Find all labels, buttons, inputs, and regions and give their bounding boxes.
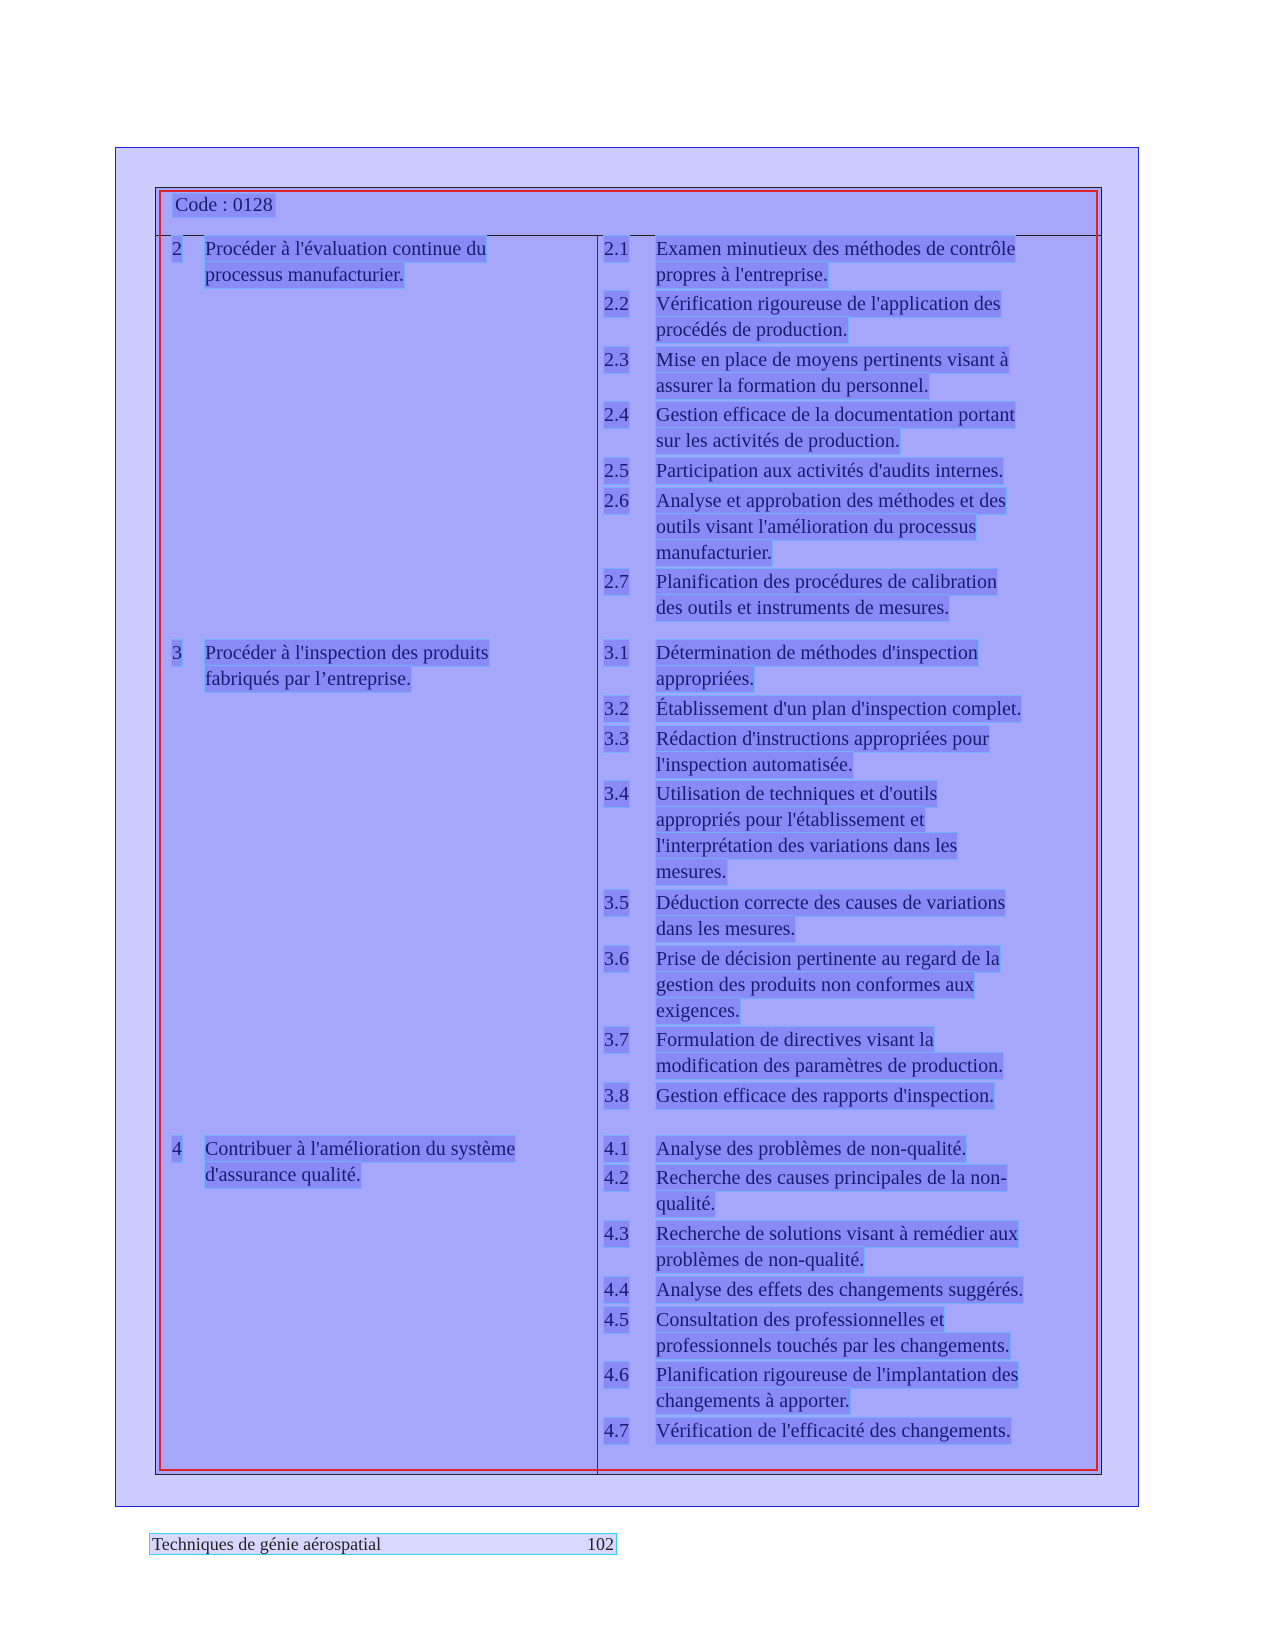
criterion-number: 3.1 (604, 642, 629, 664)
criterion-text-line: Prise de décision pertinente au regard de la (656, 948, 1000, 970)
criterion-number: 3.7 (604, 1029, 629, 1051)
criterion-number: 4.6 (604, 1364, 629, 1386)
criterion-text-line: Analyse et approbation des méthodes et des (656, 490, 1006, 512)
criterion-text-line: sur les activités de production. (656, 430, 900, 452)
element-number: 3 (172, 642, 182, 664)
criterion-text-line: Analyse des effets des changements suggérés. (656, 1279, 1024, 1301)
criterion-text-line: Examen minutieux des méthodes de contrôle (656, 238, 1016, 260)
criterion-text-line: Utilisation de techniques et d'outils (656, 783, 938, 805)
criterion-text-line: gestion des produits non conformes aux (656, 974, 975, 996)
criterion-text-line: mesures. (656, 861, 727, 883)
criterion-text-line: qualité. (656, 1193, 716, 1215)
criterion-number: 3.2 (604, 698, 629, 720)
criterion-text-line: Vérification de l'efficacité des changements. (656, 1420, 1011, 1442)
criterion-text-line: des outils et instruments de mesures. (656, 597, 950, 619)
element-text-line: processus manufacturier. (205, 264, 404, 286)
element-text-line: d'assurance qualité. (205, 1164, 361, 1186)
criterion-text-line: appropriées. (656, 668, 755, 690)
criterion-number: 2.4 (604, 404, 629, 426)
footer-program: Techniques de génie aérospatial (152, 1534, 382, 1554)
criterion-text-line: Formulation de directives visant la (656, 1029, 934, 1051)
criterion-number: 2.1 (604, 238, 629, 260)
element-number: 2 (172, 238, 182, 260)
criterion-text-line: l'inspection automatisée. (656, 754, 853, 776)
criterion-text-line: procédés de production. (656, 319, 848, 341)
criterion-text-line: Participation aux activités d'audits internes. (656, 460, 1004, 482)
column-divider (597, 236, 598, 1474)
element-text-line: Procéder à l'évaluation continue du (205, 238, 487, 260)
criterion-text-line: Vérification rigoureuse de l'application des (656, 293, 1001, 315)
criterion-text-line: exigences. (656, 1000, 740, 1022)
code-label: Code : 0128 (175, 194, 273, 216)
criterion-text-line: outils visant l'amélioration du processus (656, 516, 977, 538)
criterion-text-line: Recherche des causes principales de la non- (656, 1167, 1007, 1189)
criterion-text-line: Gestion efficace de la documentation portant (656, 404, 1015, 426)
criterion-text-line: Détermination de méthodes d'inspection (656, 642, 978, 664)
criterion-number: 2.3 (604, 349, 629, 371)
criterion-text-line: Analyse des problèmes de non-qualité. (656, 1138, 967, 1160)
criterion-number: 2.7 (604, 571, 629, 593)
page-footer (150, 1534, 616, 1554)
criterion-number: 4.1 (604, 1138, 629, 1160)
criterion-text-line: Établissement d'un plan d'inspection complet. (656, 698, 1022, 720)
criterion-number: 3.4 (604, 783, 629, 805)
criterion-number: 3.3 (604, 728, 629, 750)
criterion-text-line: modification des paramètres de production. (656, 1055, 1004, 1077)
criterion-number: 4.7 (604, 1420, 629, 1442)
criterion-text-line: changements à apporter. (656, 1390, 850, 1412)
element-text-line: Procéder à l'inspection des produits (205, 642, 489, 664)
criterion-number: 4.4 (604, 1279, 629, 1301)
criterion-text-line: Mise en place de moyens pertinents visant à (656, 349, 1009, 371)
criterion-number: 2.2 (604, 293, 629, 315)
criterion-text-line: Planification rigoureuse de l'implantation des (656, 1364, 1019, 1386)
criterion-number: 3.8 (604, 1085, 629, 1107)
criterion-text-line: propres à l'entreprise. (656, 264, 828, 286)
criterion-text-line: Rédaction d'instructions appropriées pour (656, 728, 989, 750)
criterion-text-line: Recherche de solutions visant à remédier aux (656, 1223, 1019, 1245)
criterion-text-line: Planification des procédures de calibration (656, 571, 997, 593)
criterion-text-line: manufacturier. (656, 542, 773, 564)
criterion-text-line: Déduction correcte des causes de variations (656, 892, 1006, 914)
criterion-number: 3.5 (604, 892, 629, 914)
element-text-line: fabriqués par l’entreprise. (205, 668, 412, 690)
element-number: 4 (172, 1138, 182, 1160)
criterion-text-line: assurer la formation du personnel. (656, 375, 929, 397)
criterion-text-line: appropriés pour l'établissement et (656, 809, 925, 831)
element-text-line: Contribuer à l'amélioration du système (205, 1138, 516, 1160)
criterion-number: 4.5 (604, 1309, 629, 1331)
criterion-number: 4.3 (604, 1223, 629, 1245)
criterion-number: 2.6 (604, 490, 629, 512)
criterion-text-line: dans les mesures. (656, 918, 796, 940)
footer-page-number: 102 (587, 1534, 614, 1554)
criterion-text-line: problèmes de non-qualité. (656, 1249, 865, 1271)
criterion-text-line: l'interprétation des variations dans les (656, 835, 958, 857)
criterion-text-line: Gestion efficace des rapports d'inspection. (656, 1085, 995, 1107)
criterion-number: 3.6 (604, 948, 629, 970)
criterion-number: 4.2 (604, 1167, 629, 1189)
criterion-text-line: Consultation des professionnelles et (656, 1309, 945, 1331)
criterion-text-line: professionnels touchés par les changements. (656, 1335, 1010, 1357)
criterion-number: 2.5 (604, 460, 629, 482)
